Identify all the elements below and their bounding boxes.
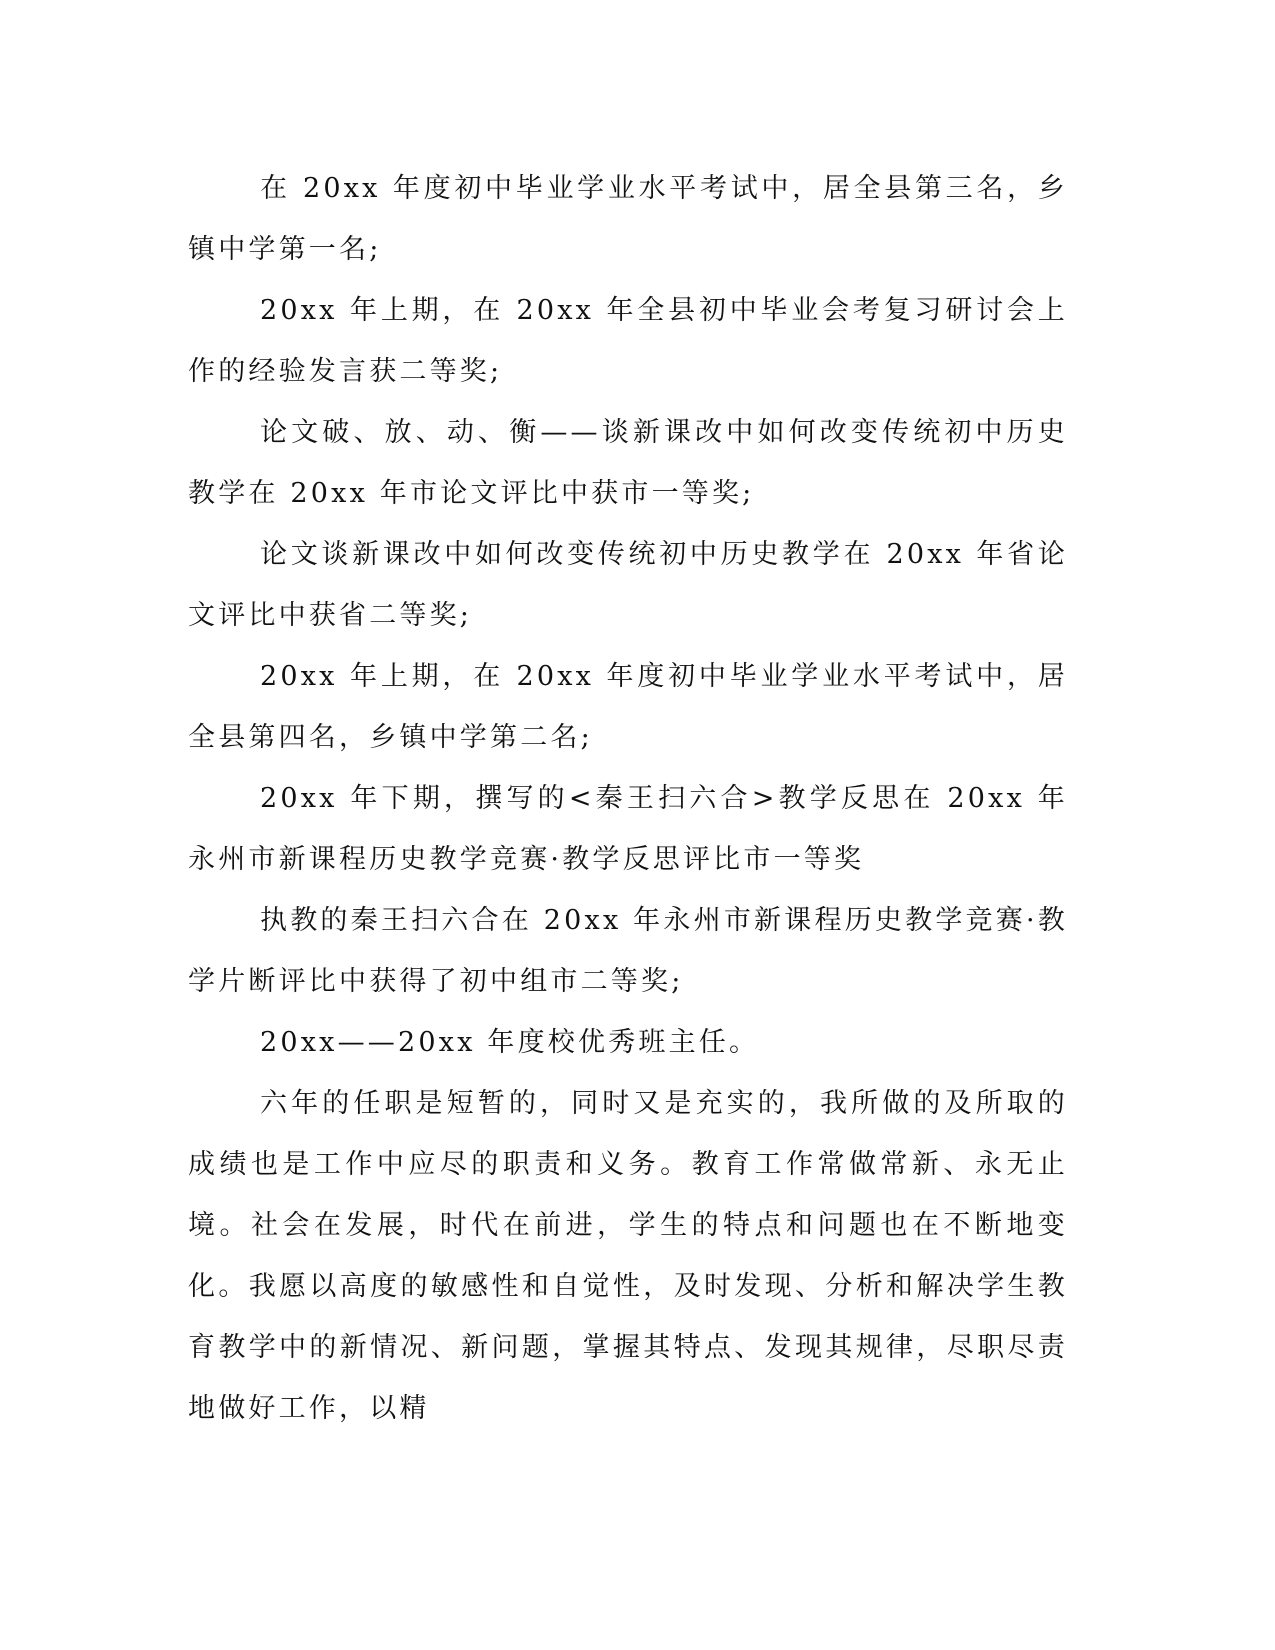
paragraph-teaching-segment-award: 执教的秦王扫六合在 20xx 年永州市新课程历史教学竞赛·教学片断评比中获得了初中组市二等奖; [188,905,1068,997]
paragraph-head-teacher-award: 20xx——20xx 年度校优秀班主任。 [260,1027,760,1058]
paragraph-teaching-reflection-award: 20xx 年下期，撰写的<秦王扫六合>教学反思在 20xx 年永州市新课程历史教学竞赛·教学反思评比市一等奖 [188,783,1068,875]
paragraph-city-paper-award: 论文破、放、动、衡——谈新课改中如何改变传统初中历史教学在 20xx 年市论文评比中获市一等奖; [188,417,1068,509]
paragraph-exam-rank-third: 在 20xx 年度初中毕业学业水平考试中，居全县第三名，乡镇中学第一名; [188,173,1068,265]
paragraph-province-paper-award: 论文谈新课改中如何改变传统初中历史教学在 20xx 年省论文评比中获省二等奖; [188,539,1068,631]
paragraph-summary: 六年的任职是短暂的，同时又是充实的，我所做的及所取的成绩也是工作中应尽的职责和义务。教育工作常做常新、永无止境。社会在发展，时代在前进，学生的特点和问题也在不断地变化。我愿以高度的敏感性和自觉性，及时发现、分析和解决学生教育教学中的新情况、新问题，掌握其特点、发现其规律，尽职尽责地做好工作，以精 [188,1088,1068,1424]
paragraph-review-seminar-award: 20xx 年上期，在 20xx 年全县初中毕业会考复习研讨会上作的经验发言获二等奖; [188,295,1068,387]
paragraph-exam-rank-fourth: 20xx 年上期，在 20xx 年度初中毕业学业水平考试中，居全县第四名，乡镇中学第二名; [188,661,1068,753]
document-body [188,158,1068,1439]
